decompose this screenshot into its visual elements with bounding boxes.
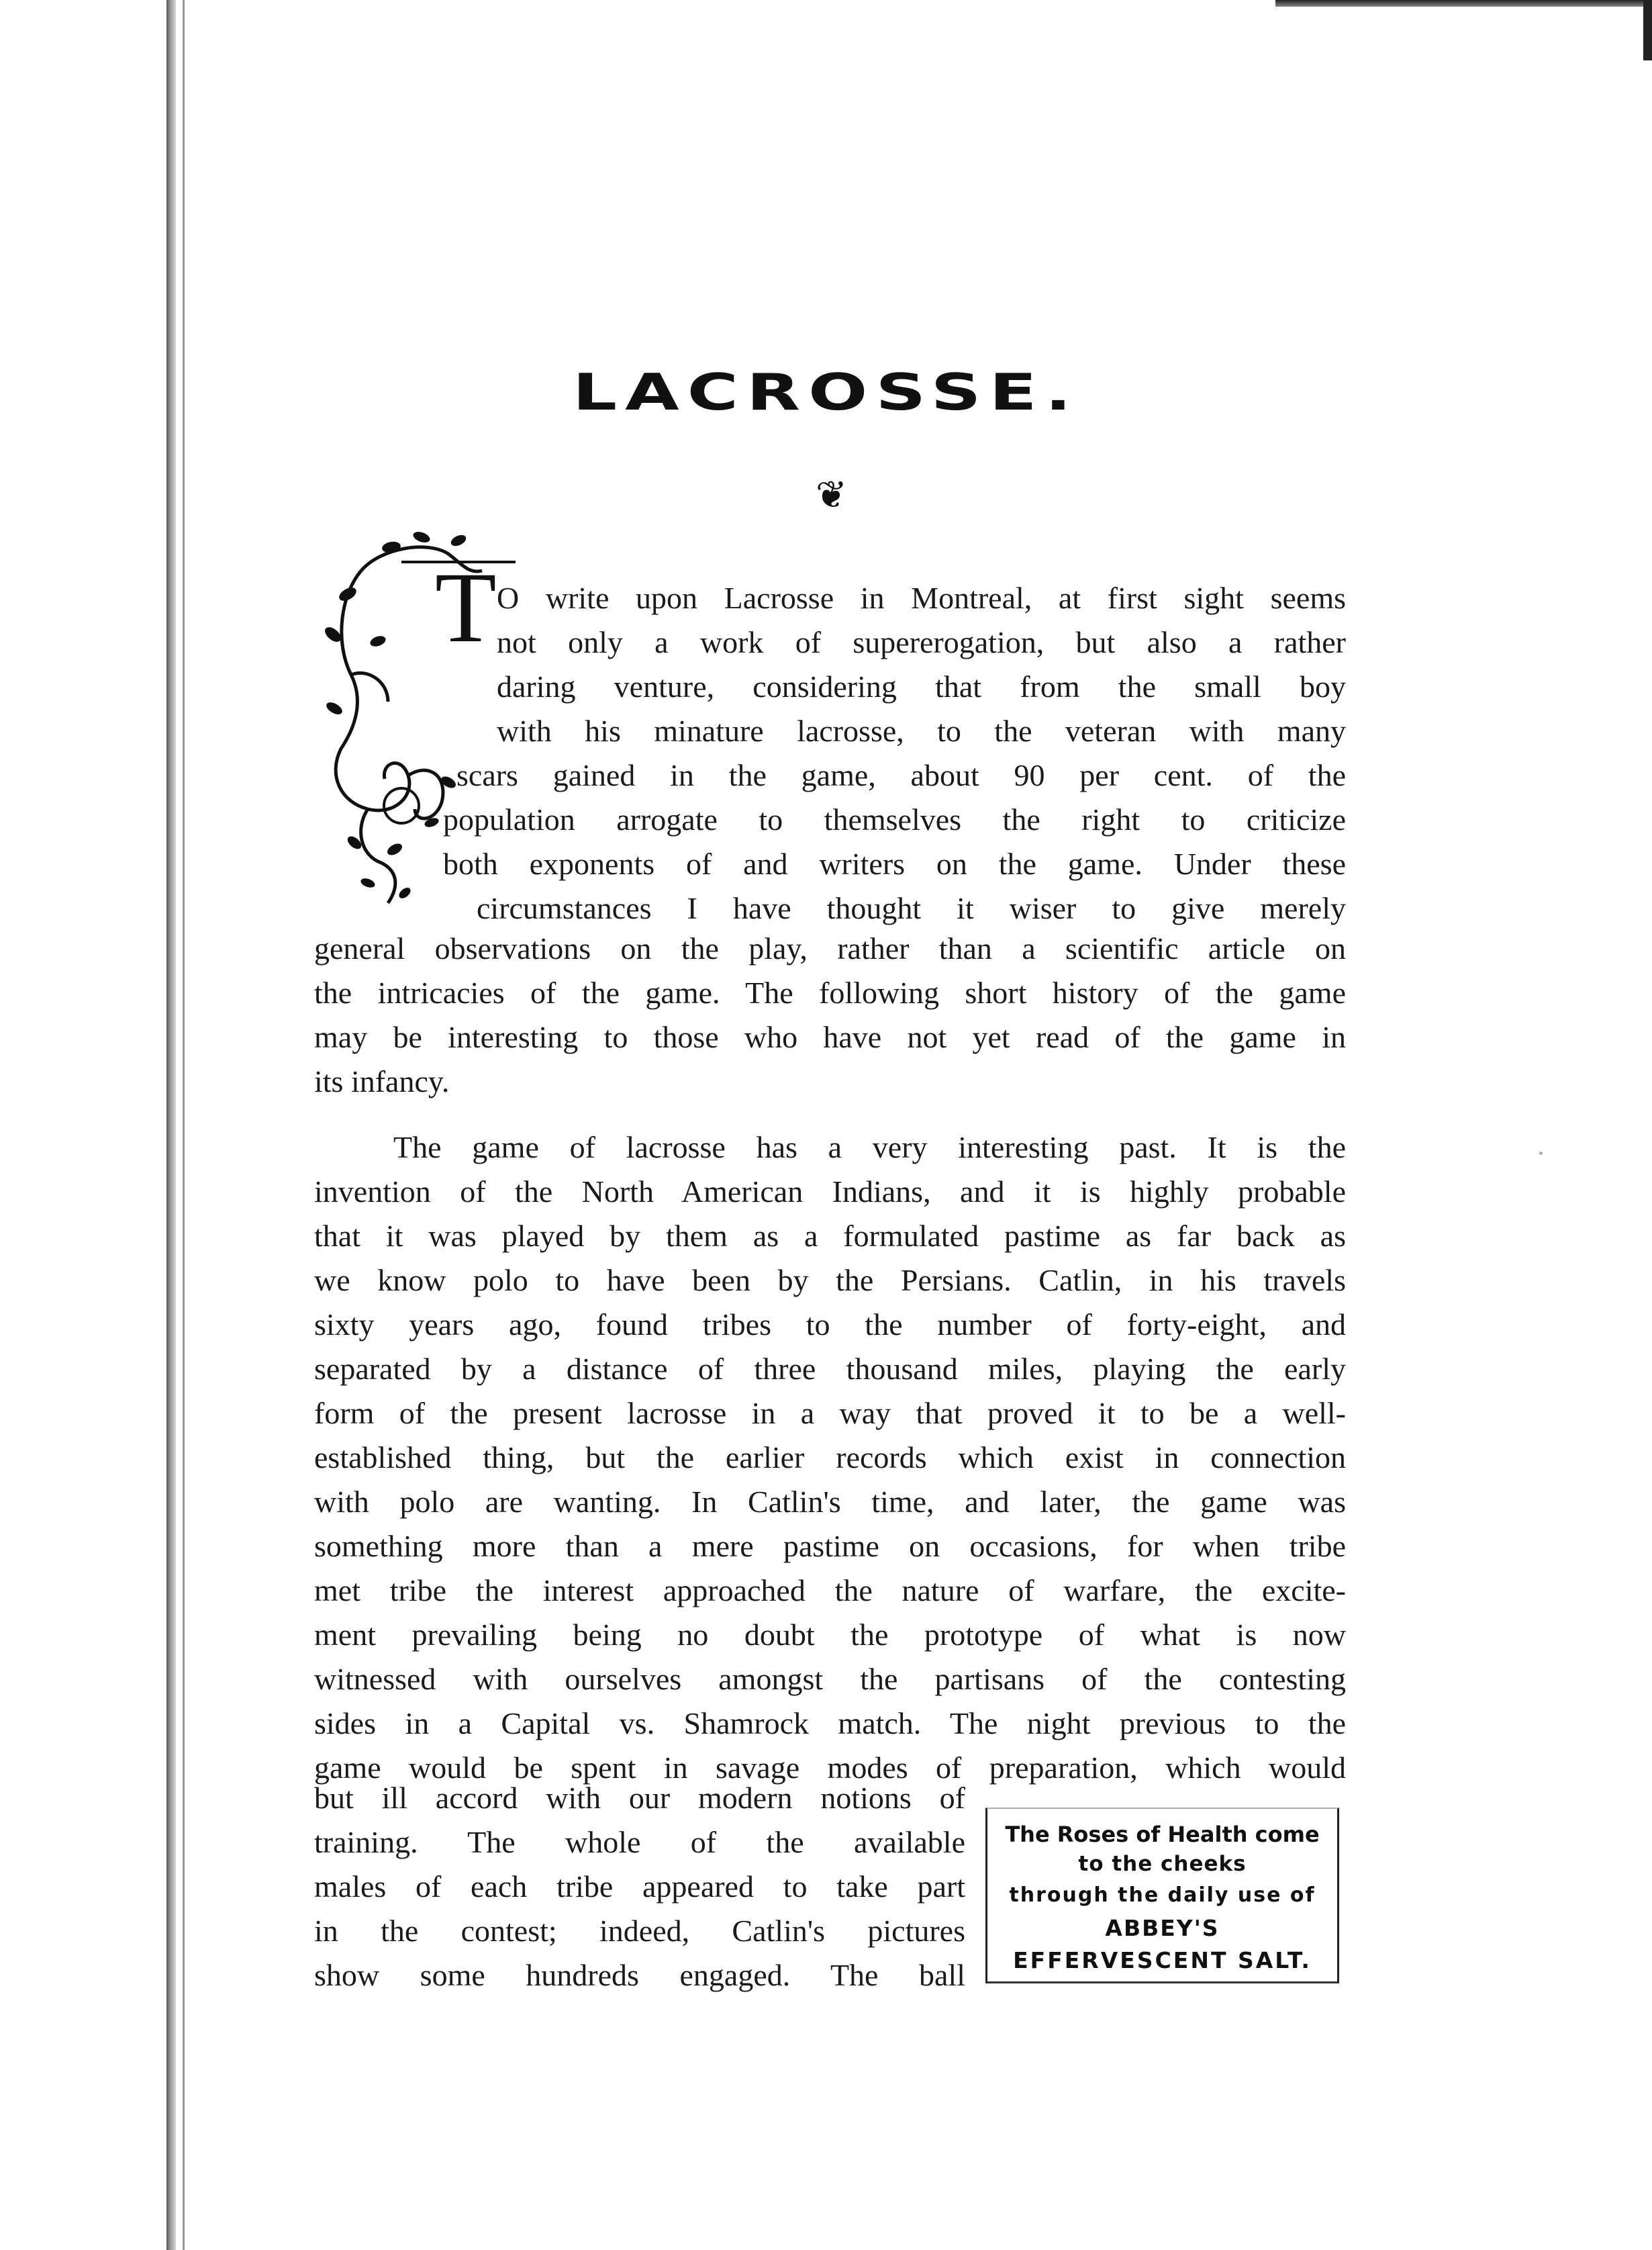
text-line: scars gained in the game, about 90 per cent. of the: [456, 758, 1346, 792]
paragraph-1-wrapped: [443, 576, 1346, 931]
text-line: sides in a Capital vs. Shamrock match. The night previous to the: [314, 1706, 1346, 1740]
ad-line: to the cheeks: [1078, 1852, 1247, 1876]
body-text: [314, 927, 1346, 1790]
text-line: general observations on the play, rather than a scientific article on: [314, 931, 1346, 966]
text-line: population arrogate to themselves the right to criticize: [443, 802, 1346, 837]
text-line: training. The whole of the available: [314, 1825, 965, 1859]
text-line: O write upon Lacrosse in Montreal, at first sight seems: [497, 581, 1346, 615]
page-binding-line: [183, 0, 185, 2250]
text-line: sixty years ago, found tribes to the number of forty-eight, and: [314, 1307, 1346, 1342]
text-line: The game of lacrosse has a very interesting past. It is the: [393, 1130, 1346, 1164]
paragraph-2: [314, 1125, 1346, 1790]
text-line: in the contest; indeed, Catlin's pictures: [314, 1914, 965, 1948]
ad-line: through the daily use of: [1009, 1883, 1316, 1907]
text-line: invention of the North American Indians, and it is highly probable: [314, 1174, 1346, 1209]
text-line: show some hundreds engaged. The ball: [314, 1958, 965, 1992]
text-line: ment prevailing being no doubt the prototype of what is now: [314, 1618, 1346, 1652]
text-line: that it was played by them as a formulated pastime as far back as: [314, 1219, 1346, 1253]
text-line: form of the present lacrosse in a way that proved it to be a well-: [314, 1396, 1346, 1430]
text-line: separated by a distance of three thousand miles, playing the early: [314, 1352, 1346, 1386]
text-line: established thing, but the earlier records which exist in connection: [314, 1440, 1346, 1474]
text-line: circumstances I have thought it wiser to give merely: [477, 891, 1346, 925]
text-line: we know polo to have been by the Persians. Catlin, in his travels: [314, 1263, 1346, 1297]
text-line: something more than a mere pastime on occasions, for when tribe: [314, 1529, 1346, 1563]
text-line: met tribe the interest approached the nature of warfare, the excite-: [314, 1573, 1346, 1607]
ad-brand: ABBEY'S: [1105, 1915, 1220, 1941]
text-line: witnessed with ourselves amongst the partisans of the contesting: [314, 1662, 1346, 1696]
text-line: may be interesting to those who have not yet read of the game in: [314, 1020, 1346, 1054]
text-line: its infancy.: [314, 1064, 450, 1098]
text-line: but ill accord with our modern notions of: [314, 1781, 965, 1815]
text-line: not only a work of supererogation, but also a rather: [497, 625, 1346, 659]
text-line: with polo are wanting. In Catlin's time, and later, the game was: [314, 1485, 1346, 1519]
text-line: both exponents of and writers on the game. Under these: [443, 847, 1346, 881]
fleuron-ornament: ❦: [816, 473, 847, 517]
page-right-edge: [1643, 0, 1652, 60]
paper-speck: [1539, 1152, 1543, 1155]
text-line: males of each tribe appeared to take part: [314, 1869, 965, 1904]
ad-line: The Roses of Health come: [1005, 1822, 1320, 1847]
advertisement-box: [985, 1808, 1339, 1983]
page-title: LACROSSE.: [572, 363, 1080, 422]
ad-product: EFFERVESCENT SALT.: [1013, 1947, 1312, 1973]
paragraph-2-narrow: [314, 1776, 965, 1998]
text-line: daring venture, considering that from the small boy: [497, 669, 1346, 704]
dropcap-letter: T: [435, 552, 497, 663]
text-line: game would be spent in savage modes of preparation, which would: [314, 1750, 1346, 1785]
page-binding-edge: [166, 0, 176, 2250]
text-line: the intricacies of the game. The following short history of the game: [314, 976, 1346, 1010]
text-line: with his minature lacrosse, to the veteran with many: [497, 714, 1346, 748]
page-top-edge: [1275, 0, 1652, 7]
